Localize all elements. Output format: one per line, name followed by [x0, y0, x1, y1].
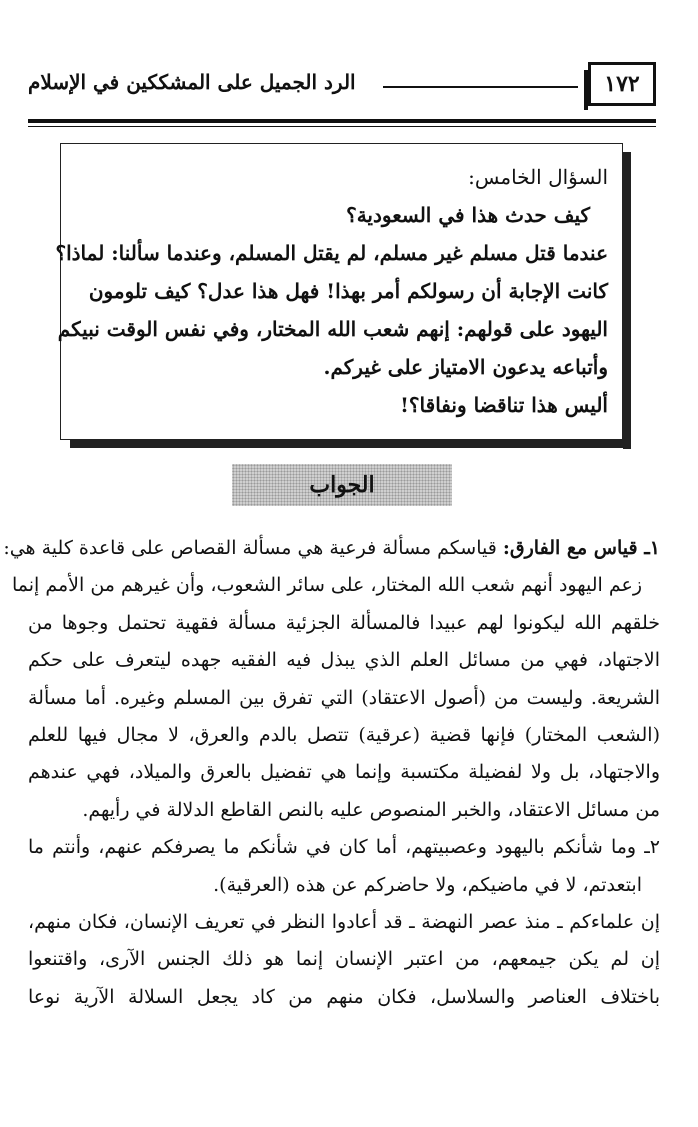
answer-line-first: [3, 530, 660, 567]
question-line: عندما قتل مسلم غير مسلم، لم يقتل المسلم، وعندما سألنا: لماذا؟: [55, 241, 608, 265]
answer-line: الشريعة. وليست من (أصول الاعتقاد) التي تفرق بين المسلم وغيره. أما مسألة: [28, 686, 660, 709]
question-line: كيف حدث هذا في السعودية؟: [346, 203, 590, 227]
running-title: الرد الجميل على المشككين في الإسلام: [28, 70, 356, 94]
question-box-shadow-bottom: [70, 440, 631, 448]
answer-line: الاجتهاد، فهي من مسائل العلم الذي يبذل فيه الفقيه جهده ليتعرف على حكم: [28, 649, 660, 672]
page-header: [28, 62, 656, 112]
question-box-shadow-right: [623, 152, 631, 449]
header-rule-thin: [28, 126, 656, 127]
answer-line: من مسائل الاعتقاد، والخبر المنصوص عليه بالنص القاطع الدلالة في رأيهم.: [82, 798, 660, 821]
answer-line: باختلاف العناصر والسلاسل، فكان منهم من كاد يجعل السلالة الآرية نوعا: [28, 985, 660, 1008]
question-line: اليهود على قولهم: إنهم شعب الله المختار، وفي نفس الوقت نبيكم: [57, 317, 608, 341]
page-number: ١٧٢: [588, 62, 656, 106]
answer-line: إن لم يكن جيمعهم، من اعتبر الإنسان إنما هو ذلك الجنس الآرى، واقتنعوا: [28, 948, 660, 971]
point-1-text: قياسكم مسألة فرعية هي مسألة القصاص على قاعدة كلية هي:: [3, 537, 497, 559]
question-line: كانت الإجابة أن رسولكم أمر بهذا! فهل هذا عدل؟ كيف تلومون: [88, 279, 608, 303]
question-line: وأتباعه يدعون الامتياز على غيركم.: [323, 355, 608, 379]
header-title-rule: [383, 86, 578, 88]
question-box: [55, 143, 623, 440]
answer-line: خلقهم الله ليكونوا لهم عبيدا فالمسألة الجزئية مسألة فقهية تحتمل وجوها من: [28, 611, 660, 634]
answer-body: [3, 530, 660, 1016]
point-1-label: ١ـ قياس مع الفارق:: [502, 537, 660, 559]
answer-line: (الشعب المختار) فإنها قضية (عرقية) تتصل بالدم والعرق، لا مجال فيها للعلم: [28, 724, 660, 747]
question-line: أليس هذا تناقضا ونفاقا؟!: [400, 393, 608, 417]
answer-line: والاجتهاد، بل ولا لفضيلة مكتسبة وإنما هي تفضيل بالعرق والميلاد، فهي عندهم: [28, 761, 660, 784]
answer-title: الجواب: [232, 464, 452, 506]
answer-line: زعم اليهود أنهم شعب الله المختار، على سائر الشعوب، وأن غيرهم من الأمم إنما: [11, 574, 642, 597]
question-heading: السؤال الخامس:: [468, 165, 608, 189]
header-rule-thick: [28, 119, 656, 123]
answer-line: ابتعدتم، لا في ماضيكم، ولا حاضركم عن هذه (العرقية).: [213, 873, 642, 896]
answer-line: ٢ـ وما شأنكم باليهود وعصبيتهم، أما كان في شأنكم ما يصرفكم عنهم، وأنتم ما: [28, 836, 660, 859]
answer-line: إن علماءكم ـ منذ عصر النهضة ـ قد أعادوا النظر في تعريف الإنسان، فكان منهم،: [28, 911, 660, 934]
